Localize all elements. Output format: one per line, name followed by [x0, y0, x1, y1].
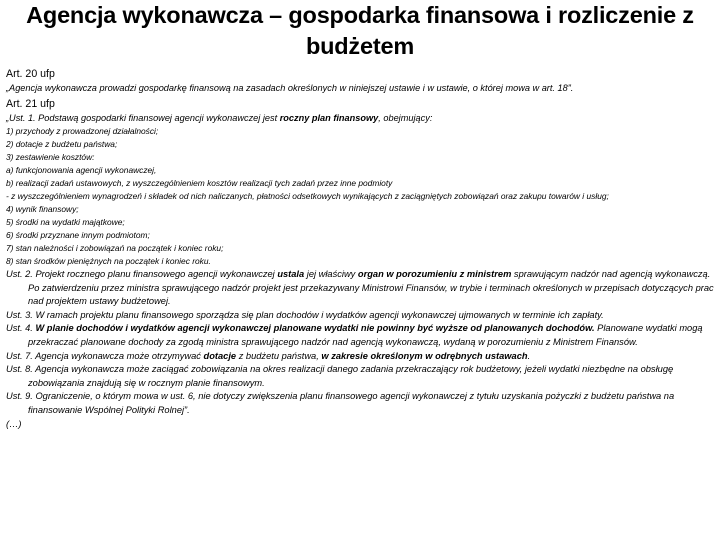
list-item: 6) środki przyznane innym podmiotom;: [6, 230, 150, 240]
ust4-bold-b: W planie dochodów i wydatków agencji wykonawczej planowane wydatki nie powinny być wyższe od planowanych dochodów.: [35, 323, 595, 334]
slide-title: Agencja wykonawcza – gospodarka finansowa i rozliczenie z budżetem: [26, 2, 694, 59]
list-item: 3) zestawienie kosztów:: [6, 152, 95, 162]
list-item: a) funkcjonowania agencji wykonawczej,: [6, 165, 157, 175]
art21-ust8: Ust. 8. Agencja wykonawcza może zaciągać zobowiązania na okres realizacji danego zadania przekraczający rok budżetowy, jeżeli wydatki niezbędne na obsługę zobowiązania znajdują się w rocznym planie finansowym.: [6, 364, 674, 388]
art21-ust3: Ust. 3. W ramach projektu planu finansowego sporządza się plan dochodów i wydatków agencji wykonawczej ujmowanych w terminie ich zapłaty.: [6, 309, 604, 320]
ust2-text-a: Ust. 2. Projekt rocznego planu finansowego agencji wykonawczej: [6, 269, 278, 279]
ust7-text-e: .: [527, 350, 531, 361]
ust7-bold-d: w zakresie określonym w odrębnych ustawach: [321, 350, 528, 361]
art21-ust4: [6, 322, 714, 349]
art21-ust1: [6, 111, 714, 126]
ellipsis: (…): [6, 418, 22, 429]
art20-text: „Agencja wykonawcza prowadzi gospodarkę finansową na zasadach określonych w niniejszej ustawie i w ustawie, o której mowa w art. 18”.: [6, 83, 574, 93]
ust2-bold-b: ustala: [277, 269, 305, 279]
art21-ust7: [6, 350, 714, 364]
list-item: 7) stan należności i zobowiązań na początek i koniec roku;: [6, 243, 224, 253]
ust2-bold-d: organ w porozumieniu z ministrem: [357, 269, 512, 279]
ust7-text-c: z budżetu państwa,: [236, 350, 322, 361]
list-item: - z wyszczególnieniem wynagrodzeń i składek od nich naliczanych, płatności odsetkowych wynikających z zaciągniętych zobowiązań oraz zakupu towarów i usług;: [6, 191, 609, 201]
art21-ust9: Ust. 9. Ograniczenie, o którym mowa w ust. 6, nie dotyczy zwiększenia planu finansowego agencji wykonawczej z tytułu uzyskania pożyczki z budżetu państwa na finansowanie Wspólnej Polityki Rolnej”.: [6, 391, 675, 415]
ust1-bold: roczny plan finansowy: [279, 112, 379, 123]
ust4-text-a: Ust. 4.: [6, 323, 36, 334]
ust7-bold-b: dotacje: [203, 350, 237, 361]
art21-heading: Art. 21 ufp: [6, 97, 55, 110]
ust2-text-e: sprawującym nadzór nad agencją wykonawczą. Po zatwierdzeniu przez ministra sprawującego nadzór projekt jest przekazywany Ministrowi Finansów, w trybie i terminach określonych w przepisach dotyczących prac nad projektem ustawy budżetowej.: [28, 269, 714, 307]
list-item: 5) środki na wydatki majątkowe;: [6, 217, 125, 227]
list-item: 1) przychody z prowadzonej działalności;: [6, 126, 159, 136]
art21-ust2: [6, 268, 714, 309]
ust2-text-c: jej właściwy: [304, 269, 358, 279]
list-item: 4) wynik finansowy;: [6, 204, 79, 214]
ust7-text-a: Ust. 7. Agencja wykonawcza może otrzymywać: [6, 350, 204, 361]
list-item: 8) stan środków pieniężnych na początek i koniec roku.: [6, 256, 211, 266]
slide-content: [6, 67, 714, 431]
list-item: 2) dotacje z budżetu państwa;: [6, 139, 118, 149]
ust1-end: , obejmujący:: [378, 112, 433, 123]
list-item: b) realizacji zadań ustawowych, z wyszczególnieniem kosztów realizacji tych zadań przez inne podmioty: [6, 178, 393, 188]
art20-heading: Art. 20 ufp: [6, 68, 55, 80]
ust1-start: „Ust. 1. Podstawą gospodarki finansowej agencji wykonawczej jest: [6, 112, 280, 123]
ust4-text-c: Planowane wydatki mogą przekraczać planowane dochody za zgodą ministra sprawującego nadzór nad agencją wykonawczą, wydaną w porozumieniu z Ministrem Finansów.: [28, 323, 703, 347]
